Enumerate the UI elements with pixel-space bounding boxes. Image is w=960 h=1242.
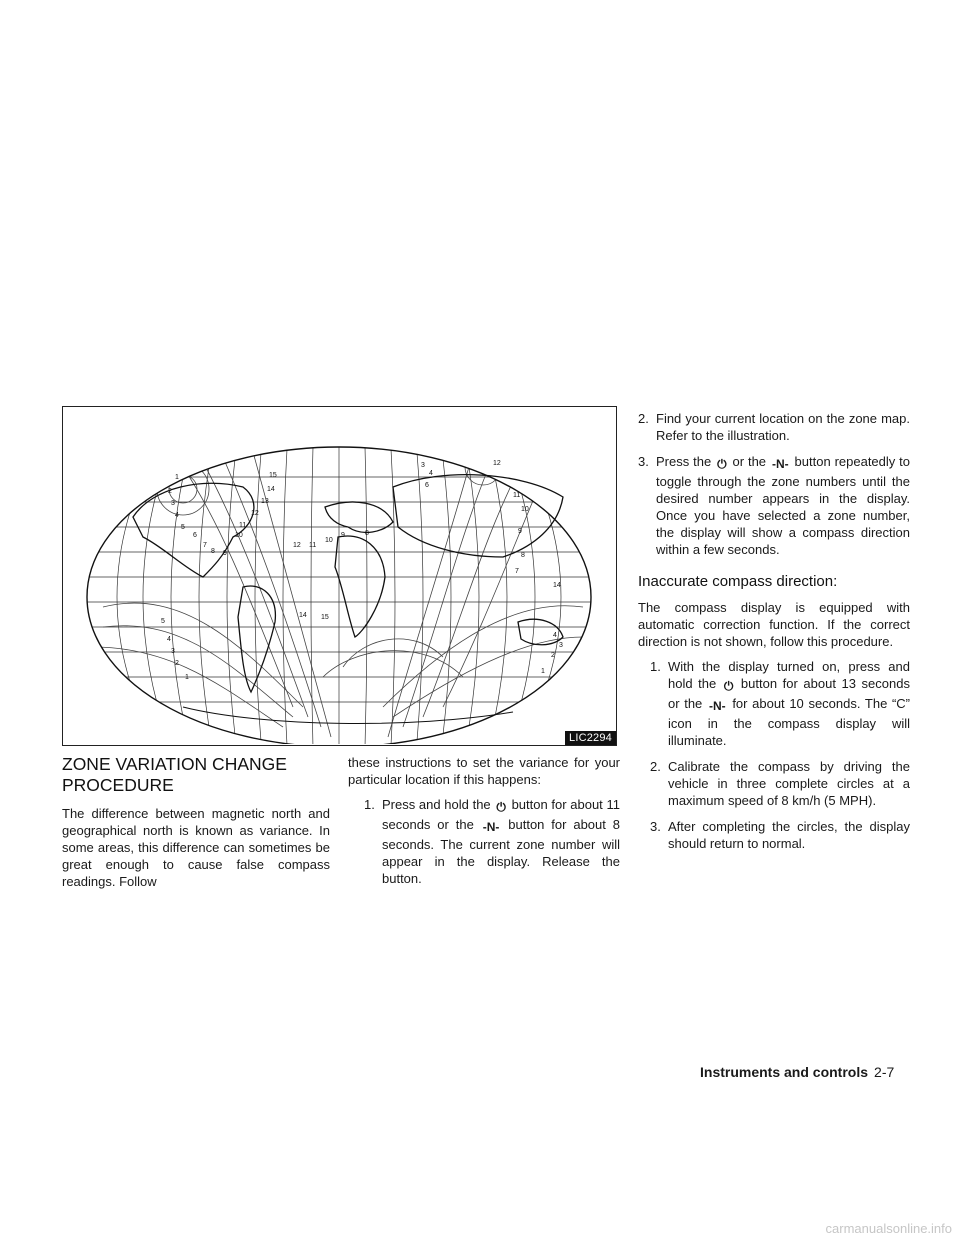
svg-text:14: 14 xyxy=(299,612,307,619)
step-number: 2. xyxy=(638,411,649,426)
svg-text:2: 2 xyxy=(168,488,172,495)
svg-text:5: 5 xyxy=(161,618,165,625)
step-text: button for about 8 seconds. The current zone number will appear in the display. Release the button. xyxy=(382,817,620,886)
page-footer xyxy=(700,1064,894,1080)
step-text: Press and hold the xyxy=(382,797,491,812)
svg-text:6: 6 xyxy=(193,532,197,539)
svg-text:13: 13 xyxy=(261,498,269,505)
svg-text:11: 11 xyxy=(513,492,521,499)
step-number: 3. xyxy=(638,454,649,469)
step-number: 1. xyxy=(650,659,661,674)
svg-text:10: 10 xyxy=(521,506,529,513)
svg-text:3: 3 xyxy=(171,648,175,655)
zone-step-1 xyxy=(364,796,620,887)
svg-text:8: 8 xyxy=(365,530,369,537)
svg-text:15: 15 xyxy=(269,472,277,479)
svg-text:12: 12 xyxy=(251,510,259,517)
svg-text:4: 4 xyxy=(553,632,557,639)
step-number: 2. xyxy=(650,759,661,774)
svg-text:1: 1 xyxy=(175,474,179,481)
page-number: 2-7 xyxy=(874,1064,895,1080)
svg-text:11: 11 xyxy=(239,522,247,529)
step-text: button for about 13 seconds or the xyxy=(668,676,910,711)
svg-text:10: 10 xyxy=(325,537,333,544)
svg-text:2: 2 xyxy=(175,660,179,667)
svg-text:4: 4 xyxy=(167,636,171,643)
svg-text:6: 6 xyxy=(425,482,429,489)
svg-text:9: 9 xyxy=(223,550,227,557)
svg-text:5: 5 xyxy=(181,524,185,531)
compass-n-icon: -N- xyxy=(771,457,789,471)
svg-text:14: 14 xyxy=(267,486,275,493)
calibrate-step-1 xyxy=(650,658,910,749)
step-text: Press the xyxy=(656,454,712,469)
svg-text:15: 15 xyxy=(321,614,329,621)
step-text: button for about 11 seconds or the xyxy=(382,797,620,832)
svg-text:3: 3 xyxy=(171,500,175,507)
svg-text:9: 9 xyxy=(341,532,345,539)
inaccurate-compass-intro: The compass display is equipped with automatic correction function. If the correct direction is not shown, follow this procedure. xyxy=(638,600,910,649)
power-icon: ⏻ xyxy=(723,679,734,693)
figure-id-label: LIC2294 xyxy=(565,731,616,745)
svg-text:7: 7 xyxy=(515,568,519,575)
svg-text:1: 1 xyxy=(541,668,545,675)
svg-text:8: 8 xyxy=(211,548,215,555)
step-text: Calibrate the compass by driving the vehicle in three complete circles at a maximum speed of 8 km/h (5 MPH). xyxy=(668,759,910,808)
svg-text:9: 9 xyxy=(518,528,522,535)
section-title-inaccurate-compass: Inaccurate compass direction: xyxy=(638,573,838,590)
section-title-zone-variation: ZONE VARIATION CHANGE PROCEDURE xyxy=(62,754,287,795)
step-text: or the xyxy=(732,454,767,469)
step-number: 3. xyxy=(650,819,661,834)
footer-section-title: Instruments and controls xyxy=(700,1064,869,1080)
power-icon: ⏻ xyxy=(496,800,506,814)
svg-text:11: 11 xyxy=(309,542,317,549)
zone-step-2 xyxy=(638,410,910,444)
svg-text:4: 4 xyxy=(175,512,179,519)
step-text: After completing the circles, the display should return to normal. xyxy=(668,819,910,851)
zone-variation-intro-part2: these instructions to set the variance for your particular location if this happens: xyxy=(348,755,620,787)
column-2 xyxy=(348,754,620,887)
compass-n-icon: -N- xyxy=(482,820,500,834)
svg-text:8: 8 xyxy=(521,552,525,559)
step-text: for about 10 seconds. The “C” icon in the compass display will illuminate. xyxy=(668,696,911,748)
calibrate-step-2 xyxy=(650,758,910,809)
zone-map-figure xyxy=(62,406,617,746)
svg-text:1: 1 xyxy=(185,674,189,681)
power-icon: ⏻ xyxy=(717,457,727,471)
column-1 xyxy=(62,754,330,890)
compass-n-icon: -N- xyxy=(708,699,726,713)
svg-text:12: 12 xyxy=(293,542,301,549)
svg-text:14: 14 xyxy=(553,582,561,589)
calibrate-step-3 xyxy=(650,818,910,852)
svg-text:4: 4 xyxy=(429,470,433,477)
step-number: 1. xyxy=(364,797,375,812)
zone-variation-intro-part1: The difference between magnetic north and geographical north is known as variance. In some areas, this difference can sometimes be great enough to cause false compass readings. Follow xyxy=(62,806,330,889)
svg-text:2: 2 xyxy=(551,652,555,659)
watermark: carmanualsonline.info xyxy=(825,1221,952,1236)
zone-map-illustration xyxy=(63,407,615,744)
svg-text:12: 12 xyxy=(493,460,501,467)
zone-step-3 xyxy=(638,453,910,558)
svg-text:3: 3 xyxy=(421,462,425,469)
step-text: With the display turned on, press and hold the xyxy=(668,659,910,691)
step-text: Find your current location on the zone map. Refer to the illustration. xyxy=(656,411,910,443)
svg-text:10: 10 xyxy=(235,532,243,539)
svg-text:3: 3 xyxy=(559,642,563,649)
svg-text:7: 7 xyxy=(203,542,207,549)
column-3 xyxy=(638,410,910,852)
step-text: button repeatedly to toggle through the zone numbers until the desired number appears in the display. Once you have selected a zone number, the display will show a compass direction within a few seconds. xyxy=(656,454,911,557)
